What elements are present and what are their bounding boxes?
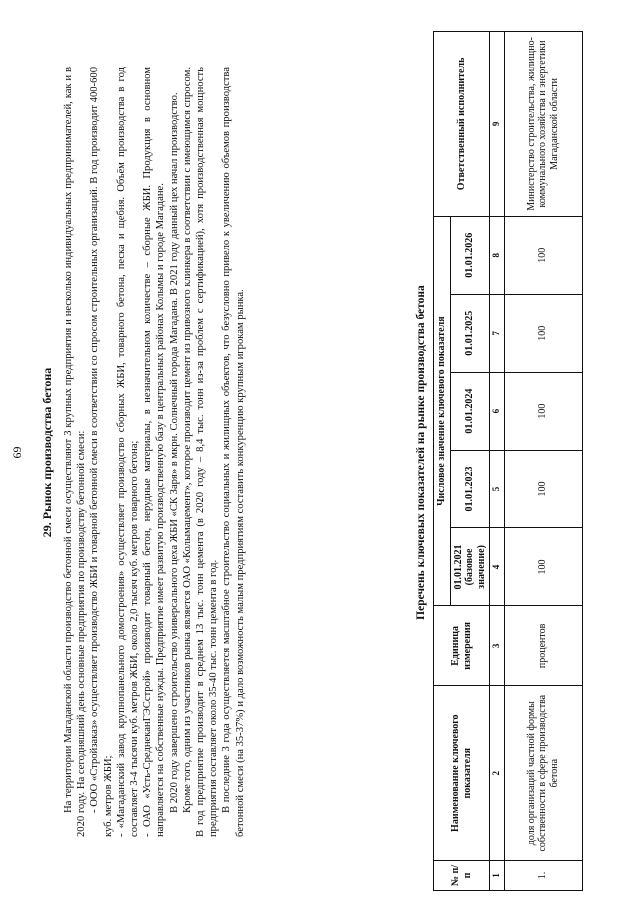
column-number: 7 [490,294,505,372]
row-2024: 100 [504,372,582,450]
row-responsible: Министерство строительства, жилищно-коммунального хозяйства и энергетики Магаданской области [504,32,582,217]
column-number: 9 [490,32,505,217]
row-name: доля организаций частной формы собственности в сфере производства бетона [504,686,582,861]
paragraph: - ОАО «Усть-СреднеканГЭСстрой» производит товарный бетон, нерудные материалы, в незначительном количестве – сборные ЖБИ. Продукция в основном направляется на собственные нужды. Предприятие имеет развитую производственную базу в центральных районах Колымы и городе Магадане. [142,67,167,837]
paragraph: В последние 3 года осуществляется масштабное строительство социальных и жилищных объектов, что безусловно привело к увеличению объемов производства бетонной смеси (на 35-37%) и дало возможность малым предприятиям составить конкуренцию крупным игрокам рынка. [221,67,246,837]
column-number: 1 [490,861,505,891]
paragraph: Кроме того, одним из участников рынка является ОАО «Колымацемент», которое производит цемент из привозного клинкера в соответствии с имеющимся спросом. В год предприятие производит в среднем 13 тыс. тонн цемента (в 2020 году – 8,4 тыс. тонн из-за проблем с сертификацией), хотя производственная мощность предприятия составляет около 35-40 тыс. тонн цемента в год. [181,67,220,837]
column-number-row [490,32,505,891]
header-unit: Единица измерения [434,606,490,686]
row-2026: 100 [504,216,582,294]
header-name: Наименование ключевого показателя [434,686,490,861]
table-header-row [434,32,451,891]
header-2025: 01.01.2025 [450,294,490,372]
kpi-table [433,31,583,891]
column-number: 4 [490,528,505,606]
row-base: 100 [504,528,582,606]
paragraph: - «Магаданский завод крупнопанельного домостроения» осуществляет производство сборных ЖБИ, товарного бетона, песка и щебня. Объём производства в год составляет 3-4 тысячи куб. метров ЖБИ, около 2,0 тысяч куб. метров товарного бетона; [115,67,141,837]
header-responsible: Ответственный исполнитель [434,32,490,217]
row-num: 1. [504,861,582,891]
column-number: 2 [490,686,505,861]
paragraph: На территории Магаданской области производство бетонной смеси осуществляют 3 крупных предприятия и несколько индивидуальных предпринимателей, как и в 2020 году. На сегодняшний день основные предприятия по производству бетонной смеси: [63,67,88,837]
paragraph: - ООО «Стройзаказ» осуществляет производство ЖБИ и товарной бетонной смеси в соответствии со спросом строительных организаций. В год производит 400-600 куб. метров ЖБИ; [89,67,114,837]
header-2024: 01.01.2024 [450,372,490,450]
section-title: 29. Рынок производства бетона [40,367,54,538]
column-number: 8 [490,216,505,294]
table-title: Перечень ключевых показателей на рынке производства бетона [415,285,427,620]
column-number: 6 [490,372,505,450]
column-number: 5 [490,450,505,528]
table-row [504,32,582,891]
page-number: 69 [10,446,24,459]
header-base: 01.01.2021 (базовое значение) [450,528,490,606]
row-unit: процентов [504,606,582,686]
header-2026: 01.01.2026 [450,216,490,294]
paragraph: В 2020 году завершено строительство универсального цеха ЖБИ «СК Заря» в мкрн. Солнечный города Магадана. В 2021 году данный цех начал производство. [168,92,180,813]
header-2023: 01.01.2023 [450,450,490,528]
header-num: № п/п [434,861,490,891]
header-value-group: Числовое значение ключевого показателя [434,216,451,606]
row-2025: 100 [504,294,582,372]
body-text [62,67,247,837]
row-2023: 100 [504,450,582,528]
column-number: 3 [490,606,505,686]
